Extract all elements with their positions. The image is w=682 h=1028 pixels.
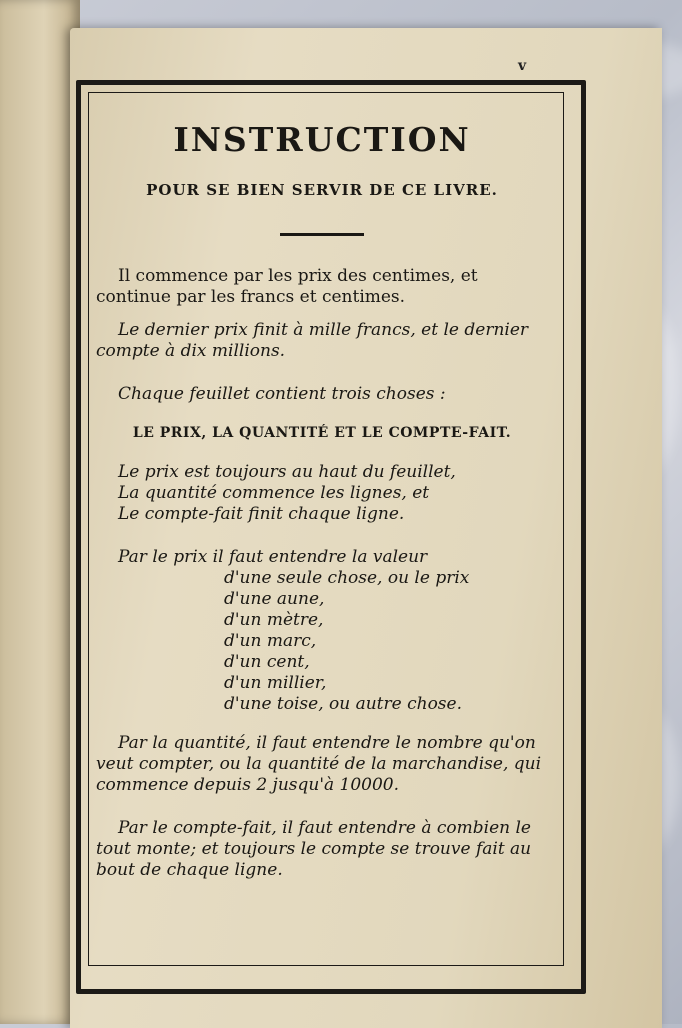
paragraph-8: Par le compte-fait, il faut entendre à combien le tout monte; et toujours le compte se trouve fait au bout de chaque ligne. <box>96 818 532 880</box>
p6-item: d'une seule chose, ou le prix <box>224 568 470 588</box>
page-subtitle: POUR SE BIEN SERVIR DE CE LIVRE. <box>146 181 498 199</box>
p6-item: d'une aune, <box>224 589 325 609</box>
page-title: INSTRUCTION <box>173 120 471 159</box>
p6-item: d'un cent, <box>224 652 310 672</box>
page-number: v <box>518 58 527 74</box>
p5-line-1: Le prix est toujours au haut du feuillet, <box>118 462 456 482</box>
paragraph-5 <box>118 462 548 525</box>
left-page-edge <box>0 0 80 1024</box>
paragraph-6 <box>96 547 548 715</box>
title-rule <box>280 233 364 236</box>
p6-item: d'un mètre, <box>224 610 324 630</box>
paragraph-3: Chaque feuillet contient trois choses : <box>118 384 446 404</box>
p5-line-3: Le compte-fait finit chaque ligne. <box>118 504 405 524</box>
page-content <box>96 110 548 893</box>
p6-item: d'un millier, <box>224 673 327 693</box>
p6-item: d'un marc, <box>224 631 317 651</box>
p6-list <box>224 568 548 715</box>
paragraph-1: Il commence par les prix des centimes, et continue par les francs et centimes. <box>96 266 478 307</box>
paragraph-2: Le dernier prix finit à mille francs, et le dernier compte à dix millions. <box>96 320 529 361</box>
p6-intro: Par le prix il faut entendre la valeur <box>118 547 428 567</box>
paragraph-4: LE PRIX, LA QUANTITÉ ET LE COMPTE-FAIT. <box>132 425 512 441</box>
p5-line-2: La quantité commence les lignes, et <box>118 483 430 503</box>
p6-item: d'une toise, ou autre chose. <box>224 694 462 714</box>
paragraph-7: Par la quantité, il faut entendre le nombre qu'on veut compter, ou la quantité de la marchandise, qui commence depuis 2 jusqu'à 10000. <box>96 733 542 795</box>
